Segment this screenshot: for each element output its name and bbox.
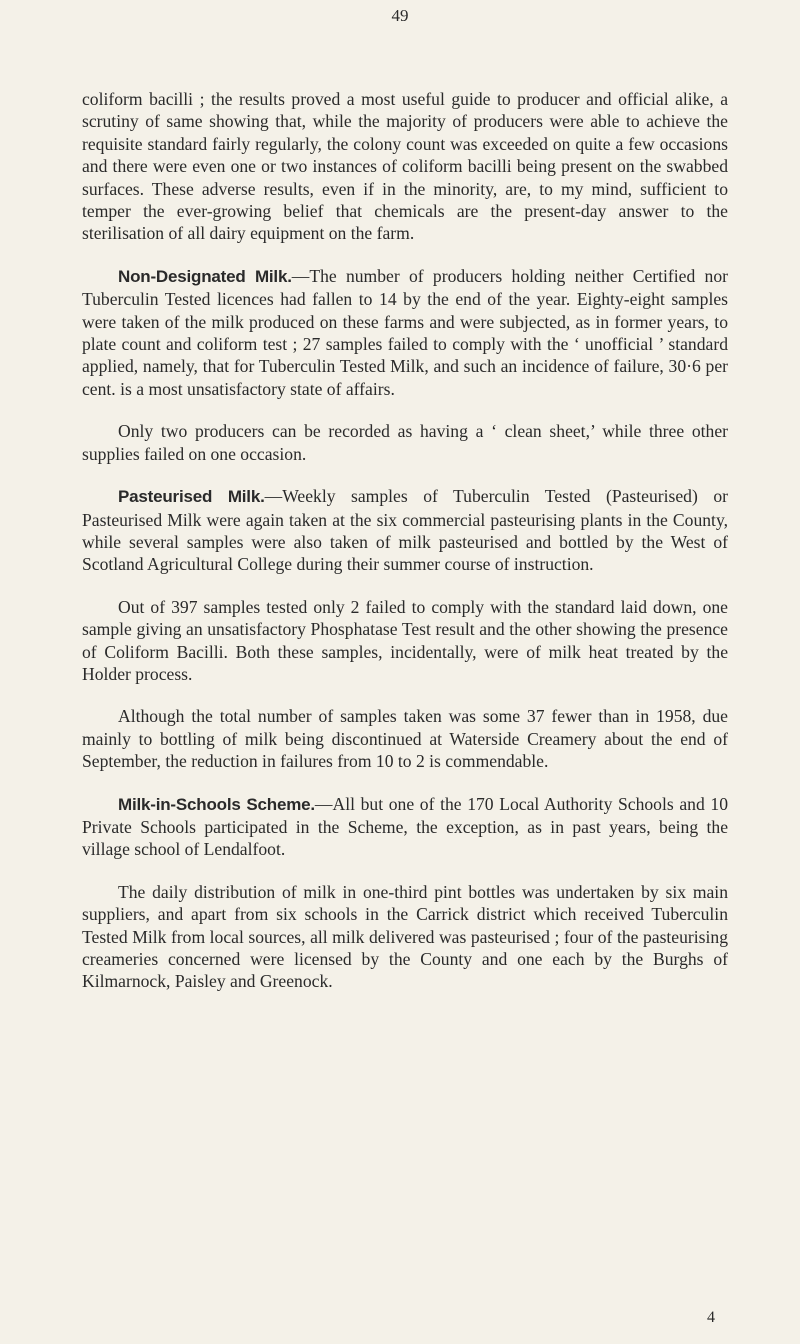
paragraph-daily-distribution (82, 881, 728, 993)
paragraph-pasteurised-milk (82, 485, 728, 576)
paragraph-text: —Weekly samples of Tuberculin Tested (Pasteurised) or Pasteurised Milk were again taken at the six commercial pasteurising plants in the County, while several samples were also taken of milk pasteurised and bottled by the West of Scotland Agricultural College during their summer course of instruction. (82, 486, 728, 575)
paragraph-milk-in-schools (82, 793, 728, 861)
paragraph-text: Although the total number of samples taken was some 37 fewer than in 1958, due mainly to bottling of milk being discontinued at Waterside Creamery about the end of September, the reduction in failures from 10 to 2 is commendable. (82, 706, 728, 772)
corner-mark: 4 (707, 1309, 715, 1326)
paragraph-text: The daily distribution of milk in one-third pint bottles was undertaken by six main suppliers, and apart from six schools in the Carrick district which received Tuberculin Tested Milk from local sources, all milk delivered was pasteurised ; four of the pasteurising creameries concerned were licensed by the County and one each by the Burghs of Kilmarnock, Paisley and Greenock. (82, 881, 728, 992)
section-heading: Non-Designated Milk. (118, 266, 292, 286)
page-number: 49 (391, 6, 409, 25)
section-heading: Milk-in-Schools Scheme. (118, 794, 315, 814)
paragraph-non-designated-milk (82, 265, 728, 400)
paragraph-text: —The number of producers holding neither Certified nor Tuberculin Tested licences had fallen to 14 by the end of the year. Eighty-eight samples were taken of the milk produced on these farms and were subjected, as in former years, to plate count and coliform test ; 27 samples failed to comply with the ‘ unofficial ’ standard applied, namely, that for Tuberculin Tested Milk, and such an incidence of failure, 30·6 per cent. is a most unsatisfactory state of affairs. (82, 265, 728, 399)
paragraph-text: Out of 397 samples tested only 2 failed to comply with the standard laid down, one sample giving an unsatisfactory Phosphatase Test result and the other showing the presence of Coliform Bacilli. Both these samples, incidentally, were of milk heat treated by the Holder process. (82, 596, 728, 684)
body-text (82, 88, 728, 1013)
paragraph-text: coliform bacilli ; the results proved a most useful guide to producer and official alike, a scrutiny of same showing that, while the majority of producers were able to achieve the requisite standard fairly regularly, the colony count was exceeded on quite a few occasions and there were even one or two instances of coliform bacilli being present on the swabbed surfaces. These adverse results, even if in the minority, are, to my mind, sufficient to temper the ever-growing belief that chemicals are the present-day answer to the sterilisation of all dairy equipment on the farm. (82, 89, 728, 244)
paragraph-samples-tested (82, 596, 728, 686)
section-heading: Pasteurised Milk. (118, 487, 265, 507)
paragraph-text: —All but one of the 170 Local Authority Schools and 10 Private Schools participated in the Scheme, the exception, as in past years, being the village school of Lendalfoot. (82, 793, 728, 860)
paragraph-sample-totals (82, 705, 728, 772)
paragraph-clean-sheet (82, 420, 728, 465)
paragraph-text: Only two producers can be recorded as having a ‘ clean sheet,’ while three other supplies failed on one occasion. (82, 421, 728, 464)
paragraph-continuation (82, 88, 728, 245)
